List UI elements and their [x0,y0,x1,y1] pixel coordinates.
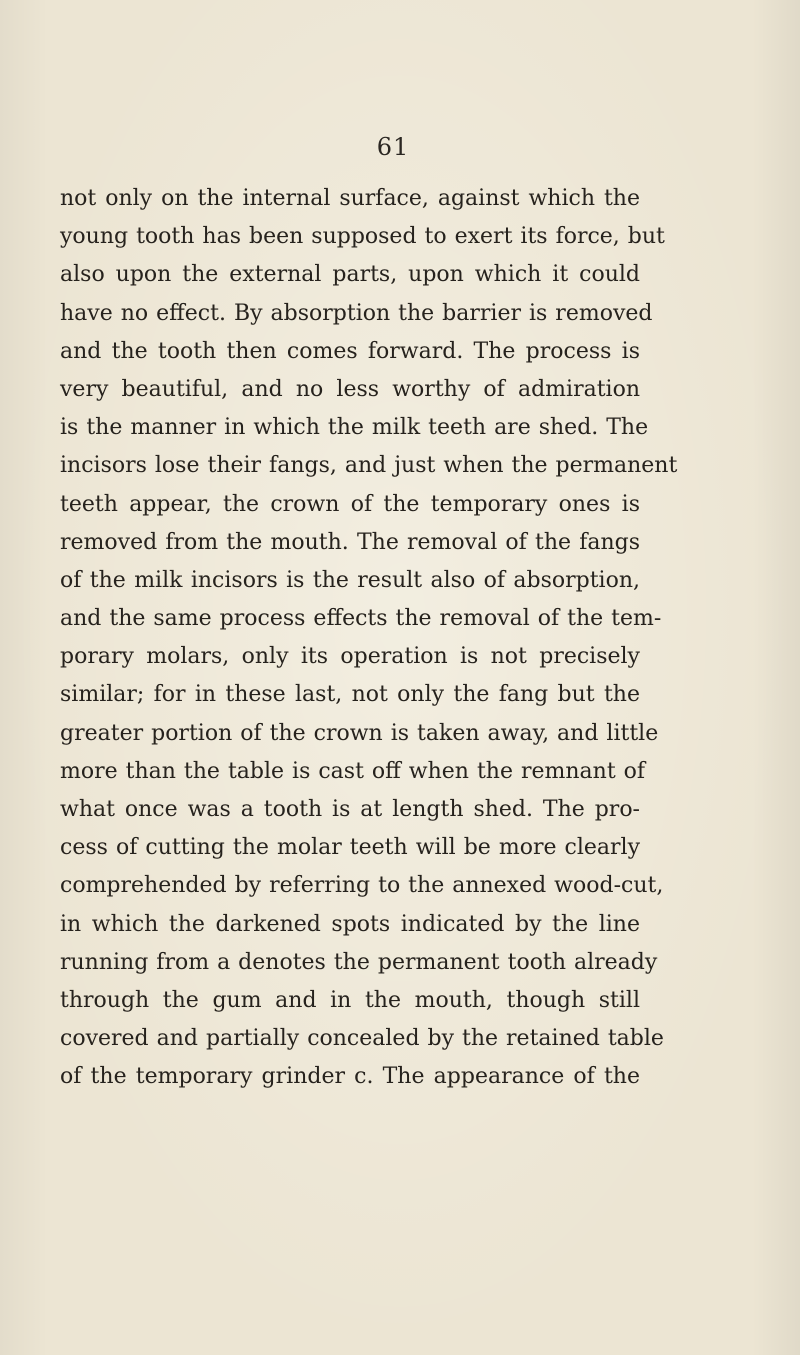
text-line-14: similar; for in these last, not only the fang but the [60,682,640,708]
page-number: 61 [376,133,410,161]
text-line-12: and the same process effects the removal of the tem- [60,606,662,632]
text-line-8: incisors lose their fangs, and just when the permanent [60,453,678,479]
text-line-1: not only on the internal surface, against which the [60,186,640,211]
text-line-9: teeth appear, the crown of the temporary ones is [60,491,640,517]
text-line-23: covered and partially concealed by the retained table [60,1026,664,1052]
text-line-10: removed from the mouth. The removal of the fangs [60,529,640,555]
text-line-11: of the milk incisors is the result also of absorption, [60,567,640,593]
text-line-19: comprehended by referring to the annexed wood-cut, [60,873,664,899]
text-line-21: running from a denotes the permanent tooth already [60,949,658,975]
text-line-24: of the temporary grinder c. The appearance of the [60,1064,640,1090]
text-line-13: porary molars, only its operation is not precisely [60,644,640,670]
body-text [60,180,678,1097]
text-line-15: greater portion of the crown is taken away, and little [60,720,659,746]
text-line-20: in which the darkened spots indicated by the line [60,911,640,937]
text-line-4: have no effect. By absorption the barrier is removed [60,300,653,326]
text-line-5: and the tooth then comes forward. The process is [60,338,640,364]
text-line-16: more than the table is cast off when the remnant of [60,758,646,784]
text-line-2: young tooth has been supposed to exert its force, but [60,224,665,250]
text-line-3: also upon the external parts, upon which it could [60,262,640,288]
text-line-17: what once was a tooth is at length shed. The pro- [60,797,640,822]
text-line-22: through the gum and in the mouth, though still [60,987,640,1013]
text-line-7: is the manner in which the milk teeth are shed. The [60,415,649,441]
text-line-18: cess of cutting the molar teeth will be more clearly [60,835,640,861]
text-line-6: very beautiful, and no less worthy of admiration [60,376,640,402]
